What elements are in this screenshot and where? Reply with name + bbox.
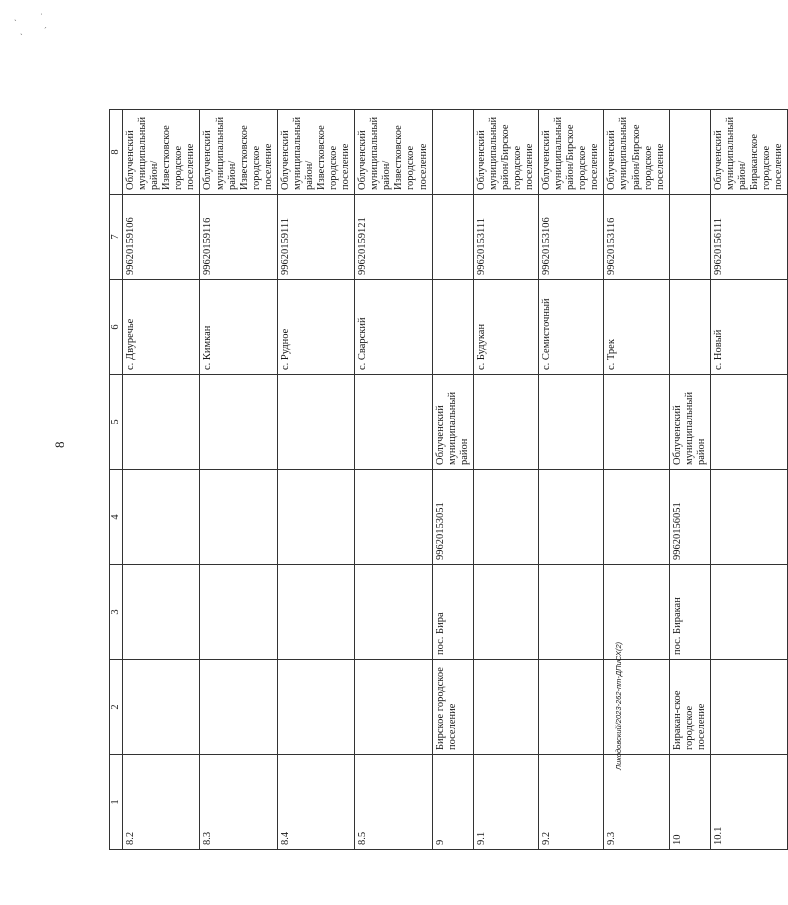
cell-col-4 [473,470,538,565]
cell-col-2 [277,660,354,755]
table-row [123,110,200,850]
cell-col-7: 99620153116 [604,195,669,280]
cell-col-8: Облученский муниципальный район/Бираканское городское поселение [710,110,787,195]
cell-col-5 [604,375,669,470]
cell-col-6: с. Будукан [473,280,538,375]
column-header-5: 5 [110,375,123,470]
cell-col-4 [123,470,200,565]
cell-col-3 [200,565,277,660]
cell-col-1: 9 [432,755,473,850]
cell-col-3 [473,565,538,660]
scan-mark: ˊ [44,26,47,35]
table-row [473,110,538,850]
table-row [200,110,277,850]
cell-col-5 [710,375,787,470]
table-row [277,110,354,850]
cell-col-6: с. Семисточный [539,280,604,375]
table-row [432,110,473,850]
cell-col-8 [669,110,710,195]
cell-col-5 [473,375,538,470]
cell-col-7: 99620159106 [123,195,200,280]
cell-col-5 [277,375,354,470]
cell-col-3 [123,565,200,660]
cell-col-5 [200,375,277,470]
cell-col-1: 9.1 [473,755,538,850]
cell-col-3 [355,565,432,660]
page-number: 8 [52,441,67,448]
cell-col-4: 99620153051 [432,470,473,565]
cell-col-2: Биракан-ское городское поселение [669,660,710,755]
table-row [355,110,432,850]
column-header-2: 2 [110,660,123,755]
column-header-8: 8 [110,110,123,195]
table-body [123,110,788,850]
cell-col-5 [355,375,432,470]
cell-col-7: 99620156111 [710,195,787,280]
header-row [110,110,123,850]
cell-col-1: 9.3 [604,755,669,850]
table-row [669,110,710,850]
cell-col-7 [432,195,473,280]
footer-text: Ликодовский/2023-262-пт-ДПиСХ(2) [614,641,623,770]
cell-col-8: Облученский муниципальный район/Бирское городское поселение [604,110,669,195]
cell-col-2 [539,660,604,755]
cell-col-6: с. Двуречье [123,280,200,375]
cell-col-3 [277,565,354,660]
scan-mark: ˙ [40,12,43,21]
cell-col-7: 99620153111 [473,195,538,280]
cell-col-2 [473,660,538,755]
cell-col-1: 8.2 [123,755,200,850]
cell-col-1: 8.3 [200,755,277,850]
cell-col-1: 10 [669,755,710,850]
cell-col-8: Облученский муниципальный район/Известковское городское поселение [355,110,432,195]
cell-col-5 [123,375,200,470]
cell-col-3: пос. Биракан [669,565,710,660]
cell-col-1: 10.1 [710,755,787,850]
cell-col-8: Облученский муниципальный район/Известковское городское поселение [123,110,200,195]
cell-col-1: 8.4 [277,755,354,850]
column-header-6: 6 [110,280,123,375]
rotated-table-wrapper [109,110,785,850]
cell-col-4 [277,470,354,565]
cell-col-8: Облученский муниципальный район/Бирское городское поселение [473,110,538,195]
cell-col-4 [710,470,787,565]
cell-col-7: 99620159111 [277,195,354,280]
cell-col-8 [432,110,473,195]
column-header-1: 1 [110,755,123,850]
cell-col-2 [123,660,200,755]
cell-col-6: с. Кимкан [200,280,277,375]
cell-col-6: с. Сварский [355,280,432,375]
cell-col-6: с. Трек [604,280,669,375]
cell-col-1: 8.5 [355,755,432,850]
cell-col-8: Облученский муниципальный район/Известковское городское поселение [277,110,354,195]
column-header-7: 7 [110,195,123,280]
cell-col-4 [604,470,669,565]
cell-col-2 [200,660,277,755]
cell-col-5 [539,375,604,470]
cell-col-7 [669,195,710,280]
cell-col-1: 9.2 [539,755,604,850]
cell-col-3 [710,565,787,660]
cell-col-8: Облученский муниципальный район/Известковское городское поселение [200,110,277,195]
cell-col-6: с. Рудное [277,280,354,375]
settlements-table [109,109,788,850]
cell-col-6 [669,280,710,375]
cell-col-5: Облученский муниципальный район [432,375,473,470]
column-header-3: 3 [110,565,123,660]
cell-col-7: 99620153106 [539,195,604,280]
table-row [710,110,787,850]
cell-col-4 [200,470,277,565]
cell-col-6: с. Новый [710,280,787,375]
cell-col-7: 99620159116 [200,195,277,280]
cell-col-6 [432,280,473,375]
cell-col-2 [710,660,787,755]
cell-col-4: 99620156051 [669,470,710,565]
cell-col-3 [539,565,604,660]
cell-col-2 [355,660,432,755]
scan-mark: ˎ [14,12,17,21]
cell-col-8: Облученский муниципальный район/Бирское городское поселение [539,110,604,195]
table-row [539,110,604,850]
cell-col-7: 99620159121 [355,195,432,280]
cell-col-4 [355,470,432,565]
cell-col-3: пос. Бира [432,565,473,660]
cell-col-2: Бирское городское поселение [432,660,473,755]
column-header-4: 4 [110,470,123,565]
scan-mark: ˏ [20,26,23,35]
cell-col-4 [539,470,604,565]
cell-col-5: Облученский муниципальный район [669,375,710,470]
